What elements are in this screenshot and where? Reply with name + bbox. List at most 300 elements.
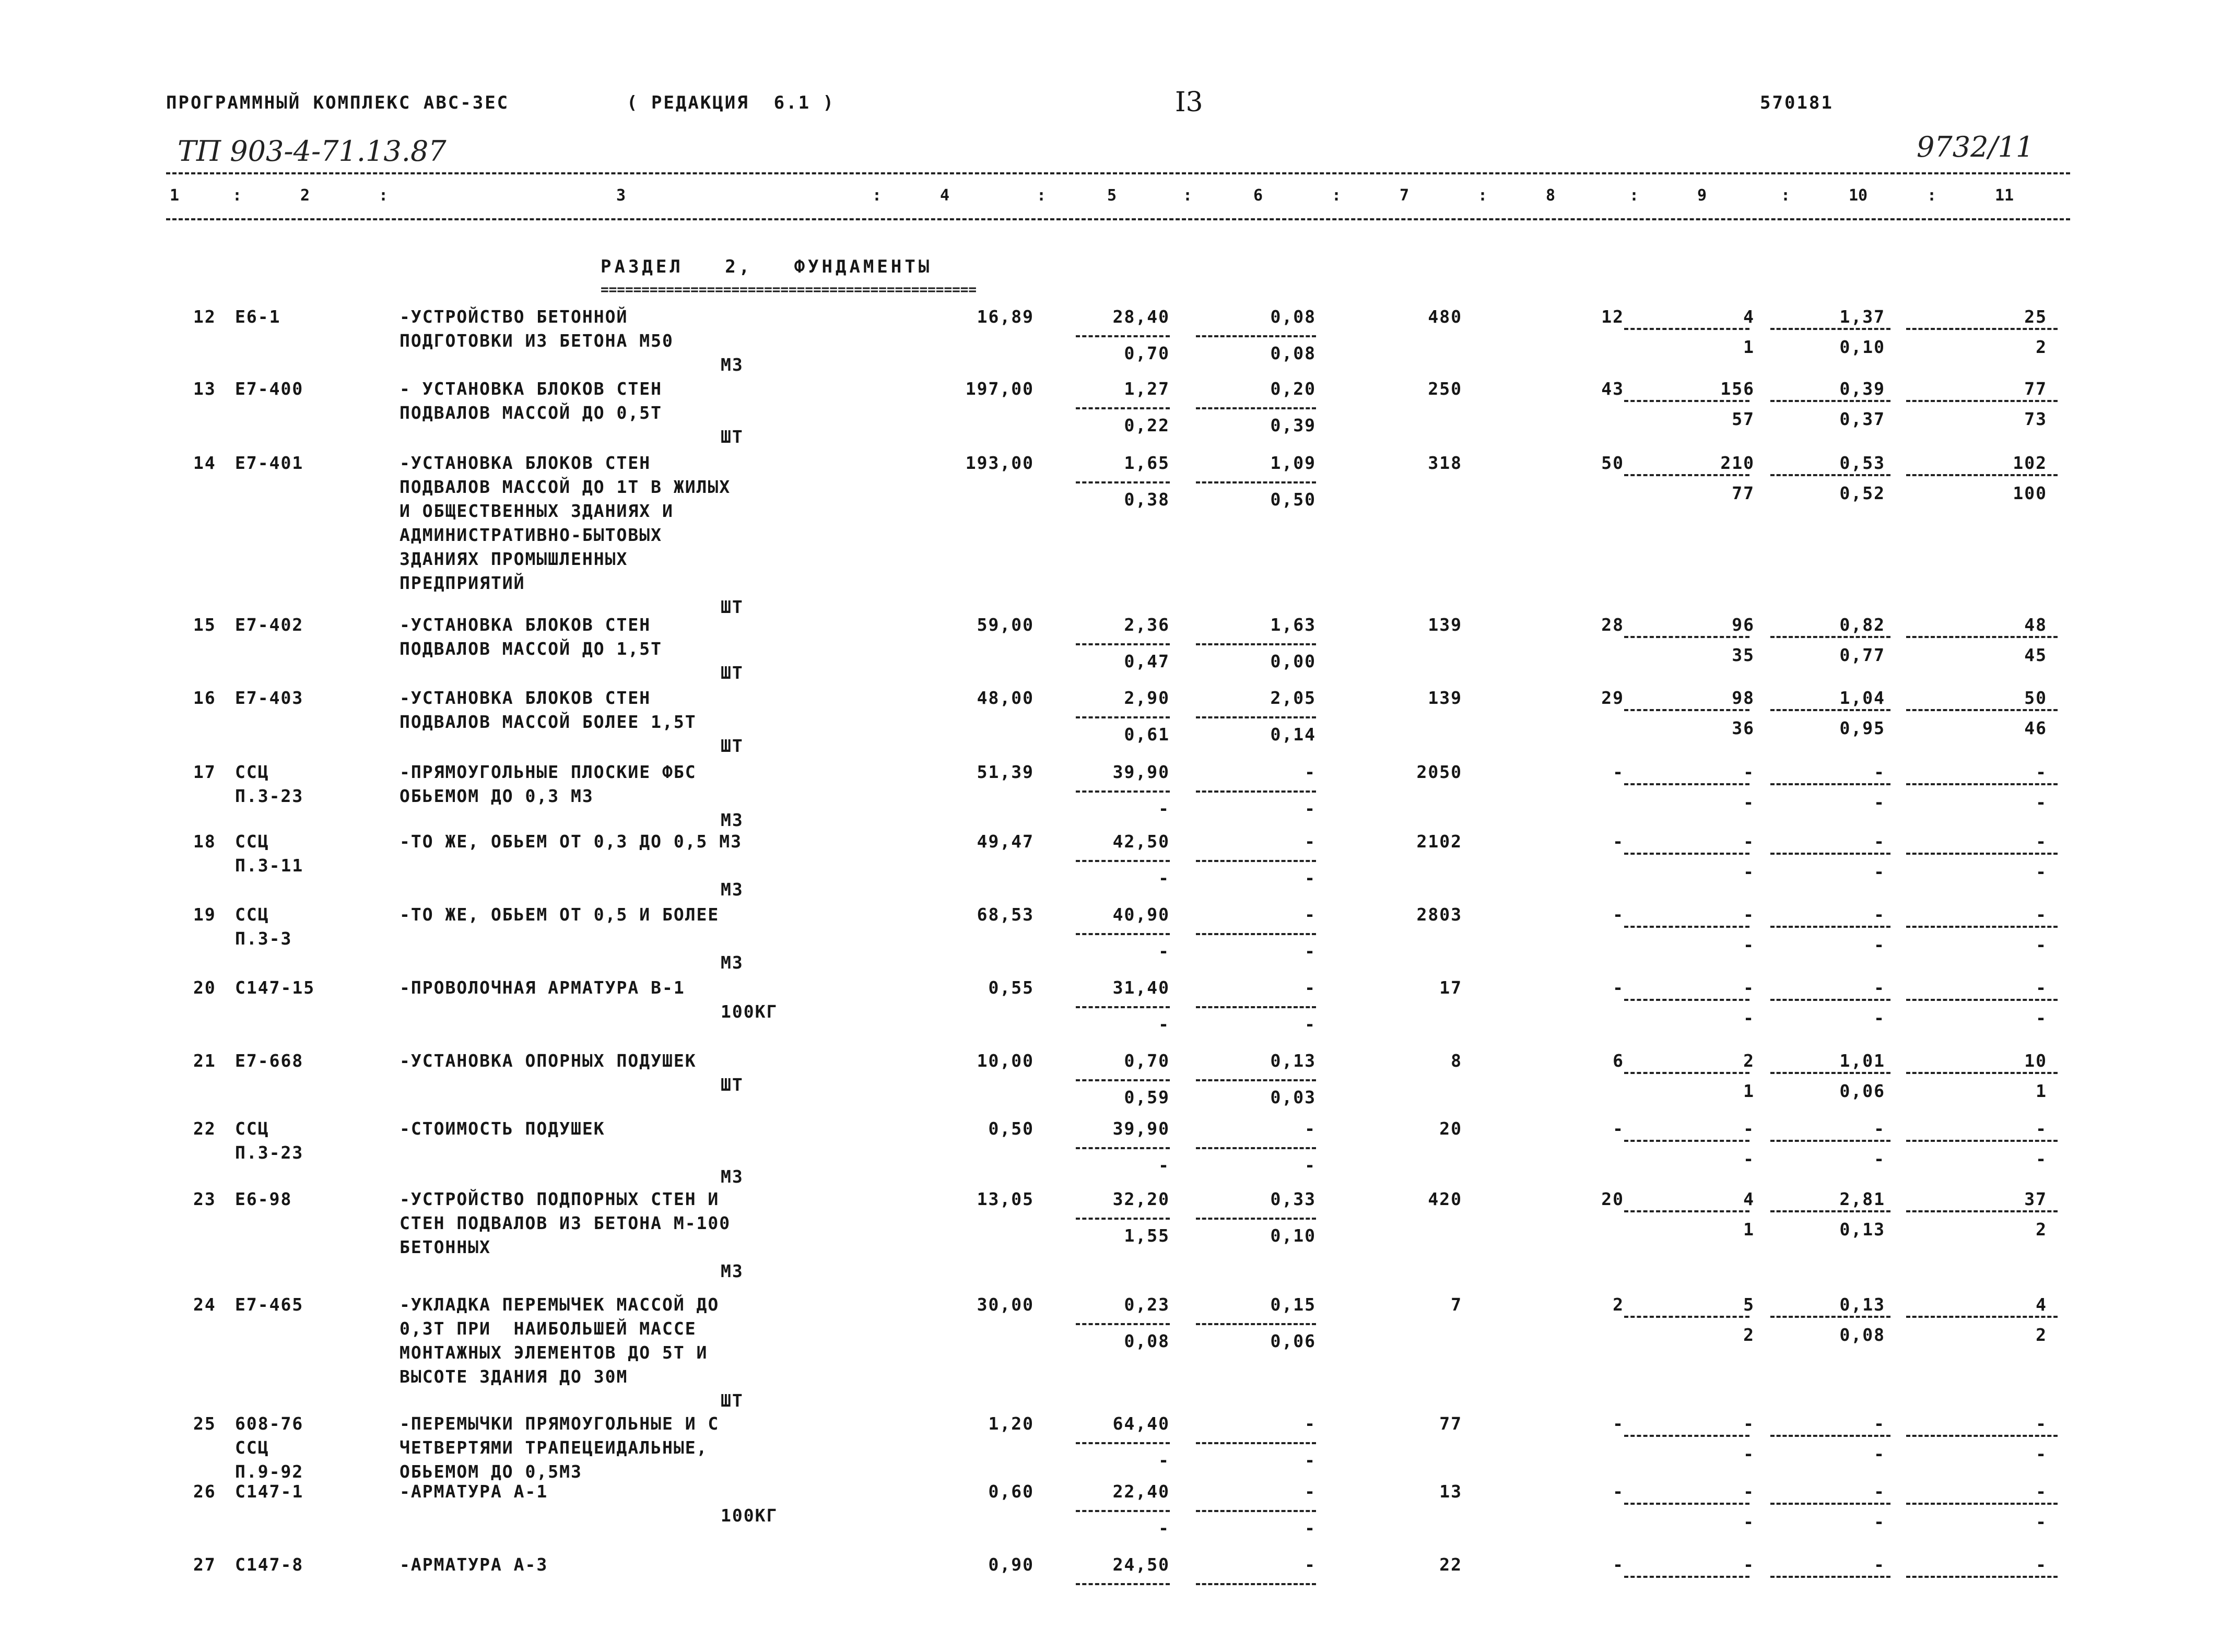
rate-code: П.3-23 (235, 786, 304, 806)
rate-code: Е7-400 (235, 379, 304, 399)
work-description: ОБЬЕМОМ ДО 0,3 М3 (400, 786, 594, 806)
row-number: 12 (193, 306, 216, 327)
value-c5b: - (1158, 798, 1170, 819)
cell-divider (1624, 636, 1749, 638)
value-c6b: - (1305, 868, 1316, 888)
cell-divider (1076, 716, 1170, 718)
cell-divider (1906, 1316, 2058, 1318)
cell-divider (1770, 400, 1890, 402)
value-c6b: - (1305, 1518, 1316, 1538)
value-c6a: 1,09 (1270, 453, 1316, 473)
cell-divider (1624, 1576, 1749, 1578)
value-c10a: - (1874, 904, 1885, 925)
value-c5a: 0,70 (1124, 1051, 1170, 1071)
value-c5b: - (1158, 941, 1170, 961)
value-c9a: - (1743, 762, 1755, 782)
work-description: ПОДВАЛОВ МАССОЙ ДО 1Т В ЖИЛЫХ (400, 477, 731, 497)
value-c11b: 73 (2024, 409, 2047, 429)
program-name: ПРОГРАММНЫЙ КОМПЛЕКС АВС-ЗЕС (166, 92, 510, 113)
value-c7: 139 (1428, 615, 1462, 635)
value-c10a: 0,39 (1839, 379, 1885, 399)
cell-divider (1906, 1576, 2058, 1578)
value-c11a: 4 (2036, 1294, 2047, 1315)
work-description: - УСТАНОВКА БЛОКОВ СТЕН (400, 379, 662, 399)
cell-divider (1076, 643, 1170, 645)
cell-divider (1624, 926, 1749, 928)
value-c8: 2 (1613, 1294, 1624, 1315)
cell-divider (1624, 1140, 1749, 1142)
value-c6a: 0,13 (1270, 1051, 1316, 1071)
value-c6a: 0,33 (1270, 1189, 1316, 1209)
value-c6b: - (1305, 1155, 1316, 1175)
cell-divider (1770, 926, 1890, 928)
cell-divider (1906, 1503, 2058, 1505)
value-c10b: 0,06 (1839, 1081, 1885, 1101)
cell-divider (1906, 926, 2058, 928)
value-c11a: 50 (2024, 688, 2047, 708)
value-c8: 29 (1601, 688, 1624, 708)
work-description: ПОДВАЛОВ МАССОЙ ДО 0,5Т (400, 403, 662, 423)
unit-of-measure: ШТ (721, 663, 744, 683)
value-c6a: - (1305, 1413, 1316, 1434)
cell-divider (1906, 636, 2058, 638)
row-number: 13 (193, 379, 216, 399)
cell-divider (1906, 1140, 2058, 1142)
value-c9b: - (1743, 1512, 1755, 1532)
value-c11b: 45 (2024, 645, 2047, 665)
value-c9b: - (1743, 1008, 1755, 1028)
cell-divider (1196, 335, 1316, 337)
value-c11a: - (2036, 977, 2047, 998)
value-c11a: 10 (2024, 1051, 2047, 1071)
value-c11a: - (2036, 1481, 2047, 1502)
cell-divider (1770, 1140, 1890, 1142)
value-c7: 2803 (1416, 904, 1462, 925)
work-description: ОБЬЕМОМ ДО 0,5М3 (400, 1461, 582, 1482)
value-c5b: - (1158, 1014, 1170, 1034)
value-c10b: 0,10 (1839, 337, 1885, 357)
value-c5a: 1,65 (1124, 453, 1170, 473)
value-c6b: - (1305, 941, 1316, 961)
rate-code: П.3-23 (235, 1142, 304, 1163)
value-c6b: 0,06 (1270, 1331, 1316, 1351)
value-c10a: 0,53 (1839, 453, 1885, 473)
value-c9b: 1 (1743, 337, 1755, 357)
value-c8: - (1613, 904, 1624, 925)
value-c10a: 1,37 (1839, 306, 1885, 327)
value-c10b: 0,52 (1839, 483, 1885, 503)
value-c10a: - (1874, 977, 1885, 998)
value-c7: 2050 (1416, 762, 1462, 782)
value-c6a: 0,08 (1270, 306, 1316, 327)
cell-divider (1076, 860, 1170, 862)
unit-of-measure: ШТ (721, 1390, 744, 1411)
value-c5b: 0,47 (1124, 651, 1170, 671)
row-number: 25 (193, 1413, 216, 1434)
value-c8: - (1613, 977, 1624, 998)
row-number: 16 (193, 688, 216, 708)
column-header-4: 4 (940, 186, 950, 205)
unit-of-measure: М3 (721, 355, 744, 375)
work-description: ЧЕТВЕРТЯМИ ТРАПЕЦЕИДАЛЬНЫЕ, (400, 1437, 708, 1458)
value-c6b: 0,50 (1270, 489, 1316, 510)
value-c10a: - (1874, 1554, 1885, 1575)
value-c9a: - (1743, 1481, 1755, 1502)
value-c9b: - (1743, 935, 1755, 955)
work-description: -УСТАНОВКА БЛОКОВ СТЕН (400, 453, 651, 473)
cell-divider (1770, 1210, 1890, 1212)
work-description: ЗДАНИЯХ ПРОМЫШЛЕННЫХ (400, 549, 628, 569)
value-c8: 12 (1601, 306, 1624, 327)
column-separator: : (379, 186, 389, 205)
value-c11b: 100 (2013, 483, 2047, 503)
value-c4: 16,89 (977, 306, 1034, 327)
value-c5b: 0,38 (1124, 489, 1170, 510)
value-c9b: 2 (1743, 1325, 1755, 1345)
rate-code: П.3-11 (235, 855, 304, 876)
unit-of-measure: ШТ (721, 1075, 744, 1095)
page-number: I3 (1175, 87, 1203, 118)
value-c4: 197,00 (965, 379, 1034, 399)
value-c9b: 36 (1732, 718, 1755, 738)
value-c8: - (1613, 762, 1624, 782)
column-separator: : (1183, 186, 1193, 205)
cell-divider (1076, 407, 1170, 409)
value-c6a: - (1305, 1481, 1316, 1502)
value-c5b: - (1158, 1450, 1170, 1470)
value-c8: 6 (1613, 1051, 1624, 1071)
cell-divider (1770, 853, 1890, 855)
value-c8: 43 (1601, 379, 1624, 399)
unit-of-measure: М3 (721, 952, 744, 973)
column-header-1: 1 (170, 186, 180, 205)
value-c10b: 0,95 (1839, 718, 1885, 738)
work-description: -АРМАТУРА А-1 (400, 1481, 548, 1502)
work-description: ПОДГОТОВКИ ИЗ БЕТОНА М50 (400, 331, 674, 351)
work-description: ПРЕДПРИЯТИЙ (400, 573, 525, 593)
value-c6b: 0,00 (1270, 651, 1316, 671)
cell-divider (1770, 1435, 1890, 1437)
cell-divider (1196, 481, 1316, 483)
value-c8: - (1613, 1118, 1624, 1139)
rate-code: П.3-3 (235, 928, 292, 949)
column-separator: : (1332, 186, 1342, 205)
rate-code: Е7-402 (235, 615, 304, 635)
cell-divider (1906, 709, 2058, 711)
value-c5a: 2,90 (1124, 688, 1170, 708)
value-c10a: 1,01 (1839, 1051, 1885, 1071)
value-c11a: - (2036, 1554, 2047, 1575)
value-c5a: 64,40 (1112, 1413, 1170, 1434)
work-description: -СТОИМОСТЬ ПОДУШЕК (400, 1118, 605, 1139)
value-c11b: - (2036, 1008, 2047, 1028)
value-c10b: 0,13 (1839, 1219, 1885, 1240)
cell-divider (1906, 474, 2058, 476)
cell-divider (1624, 853, 1749, 855)
work-description: -ПЕРЕМЫЧКИ ПРЯМОУГОЛЬНЫЕ И С (400, 1413, 720, 1434)
column-separator: : (1037, 186, 1047, 205)
cell-divider (1770, 1316, 1890, 1318)
value-c5b: - (1158, 868, 1170, 888)
value-c10a: 2,81 (1839, 1189, 1885, 1209)
column-separator: : (1478, 186, 1488, 205)
value-c9a: 156 (1720, 379, 1755, 399)
value-c6a: 0,15 (1270, 1294, 1316, 1315)
column-separator: : (1927, 186, 1937, 205)
cell-divider (1076, 790, 1170, 793)
cell-divider (1770, 783, 1890, 785)
value-c9b: 35 (1732, 645, 1755, 665)
rate-code: Е7-401 (235, 453, 304, 473)
cell-divider (1196, 1442, 1316, 1444)
cell-divider (1076, 1510, 1170, 1512)
work-description: -УКЛАДКА ПЕРЕМЫЧЕК МАССОЙ ДО (400, 1294, 720, 1315)
value-c5a: 0,23 (1124, 1294, 1170, 1315)
work-description: -ТО ЖЕ, ОБЬЕМ ОТ 0,3 ДО 0,5 М3 (400, 831, 743, 852)
value-c9b: 1 (1743, 1219, 1755, 1240)
cell-divider (1770, 1576, 1890, 1578)
value-c8: - (1613, 1481, 1624, 1502)
rate-code: ССЦ (235, 1437, 269, 1458)
value-c7: 13 (1439, 1481, 1462, 1502)
value-c5a: 22,40 (1112, 1481, 1170, 1502)
value-c7: 77 (1439, 1413, 1462, 1434)
value-c10b: - (1874, 935, 1885, 955)
unit-of-measure: ШТ (721, 736, 744, 756)
value-c11a: - (2036, 1413, 2047, 1434)
value-c10a: 1,04 (1839, 688, 1885, 708)
work-description: -УСТАНОВКА БЛОКОВ СТЕН (400, 688, 651, 708)
section-title: РАЗДЕЛ 2, ФУНДАМЕНТЫ (601, 256, 933, 277)
cell-divider (1624, 999, 1749, 1001)
row-number: 21 (193, 1051, 216, 1071)
value-c4: 51,39 (977, 762, 1034, 782)
column-separator: : (1629, 186, 1639, 205)
cell-divider (1906, 1210, 2058, 1212)
cell-divider (1770, 1503, 1890, 1505)
cell-divider (1196, 407, 1316, 409)
value-c5b: - (1158, 1155, 1170, 1175)
row-number: 20 (193, 977, 216, 998)
work-description: И ОБЩЕСТВЕННЫХ ЗДАНИЯХ И (400, 501, 674, 521)
value-c8: - (1613, 831, 1624, 852)
cell-divider (1196, 790, 1316, 793)
column-header-3: 3 (616, 186, 626, 205)
value-c7: 480 (1428, 306, 1462, 327)
value-c5b: 0,70 (1124, 343, 1170, 363)
cell-divider (1076, 335, 1170, 337)
cell-divider (1076, 1442, 1170, 1444)
work-description: -УСТАНОВКА ОПОРНЫХ ПОДУШЕК (400, 1051, 697, 1071)
row-number: 23 (193, 1189, 216, 1209)
work-description: СТЕН ПОДВАЛОВ ИЗ БЕТОНА М-100 (400, 1213, 731, 1233)
value-c9b: 57 (1732, 409, 1755, 429)
work-description: ПОДВАЛОВ МАССОЙ ДО 1,5Т (400, 639, 662, 659)
rate-code: Е7-465 (235, 1294, 304, 1315)
value-c8: - (1613, 1554, 1624, 1575)
value-c5a: 32,20 (1112, 1189, 1170, 1209)
value-c9a: - (1743, 904, 1755, 925)
value-c9a: 4 (1743, 306, 1755, 327)
column-header-5: 5 (1107, 186, 1117, 205)
cell-divider (1624, 1210, 1749, 1212)
value-c6b: 0,10 (1270, 1225, 1316, 1246)
row-number: 18 (193, 831, 216, 852)
value-c9a: 210 (1720, 453, 1755, 473)
value-c9a: 96 (1732, 615, 1755, 635)
value-c11b: 2 (2036, 337, 2047, 357)
unit-of-measure: ШТ (721, 597, 744, 617)
value-c5a: 31,40 (1112, 977, 1170, 998)
value-c11b: - (2036, 862, 2047, 882)
cell-divider (1196, 1510, 1316, 1512)
value-c10a: - (1874, 1481, 1885, 1502)
value-c11b: - (2036, 1512, 2047, 1532)
value-c5a: 39,90 (1112, 1118, 1170, 1139)
value-c5b: 0,61 (1124, 724, 1170, 745)
cell-divider (1196, 1006, 1316, 1008)
value-c4: 30,00 (977, 1294, 1034, 1315)
unit-of-measure: М3 (721, 879, 744, 900)
unit-of-measure: М3 (721, 1261, 744, 1281)
value-c10a: - (1874, 1118, 1885, 1139)
value-c9a: 98 (1732, 688, 1755, 708)
value-c11b: 46 (2024, 718, 2047, 738)
value-c9b: - (1743, 862, 1755, 882)
value-c10b: - (1874, 1149, 1885, 1169)
cell-divider (1196, 643, 1316, 645)
value-c5b: 0,08 (1124, 1331, 1170, 1351)
value-c4: 59,00 (977, 615, 1034, 635)
cell-divider (1906, 999, 2058, 1001)
value-c6b: 0,39 (1270, 415, 1316, 435)
work-description: -УСТАНОВКА БЛОКОВ СТЕН (400, 615, 651, 635)
value-c8: 28 (1601, 615, 1624, 635)
cell-divider (1076, 481, 1170, 483)
cell-divider (1624, 783, 1749, 785)
value-c11b: - (2036, 935, 2047, 955)
cell-divider (1076, 1218, 1170, 1220)
work-description: АДМИНИСТРАТИВНО-БЫТОВЫХ (400, 525, 662, 545)
value-c10a: - (1874, 831, 1885, 852)
cell-divider (1624, 1435, 1749, 1437)
cell-divider (1076, 1006, 1170, 1008)
value-c10b: - (1874, 1444, 1885, 1464)
unit-of-measure: 100КГ (721, 1505, 778, 1526)
rate-code: 608-76 (235, 1413, 304, 1434)
work-description: БЕТОННЫХ (400, 1237, 491, 1257)
value-c4: 0,60 (988, 1481, 1034, 1502)
cell-divider (1624, 400, 1749, 402)
value-c8: - (1613, 1413, 1624, 1434)
value-c5b: 0,22 (1124, 415, 1170, 435)
cell-divider (1624, 474, 1749, 476)
rate-code: ССЦ (235, 1118, 269, 1139)
value-c4: 13,05 (977, 1189, 1034, 1209)
value-c10b: - (1874, 1512, 1885, 1532)
work-description: МОНТАЖНЫХ ЭЛЕМЕНТОВ ДО 5Т И (400, 1342, 708, 1363)
column-header-6: 6 (1253, 186, 1263, 205)
row-number: 27 (193, 1554, 216, 1575)
value-c11a: - (2036, 762, 2047, 782)
value-c5b: 1,55 (1124, 1225, 1170, 1246)
row-number: 22 (193, 1118, 216, 1139)
value-c11a: 77 (2024, 379, 2047, 399)
value-c9b: - (1743, 1149, 1755, 1169)
cell-divider (1770, 474, 1890, 476)
cell-divider (1770, 636, 1890, 638)
value-c7: 318 (1428, 453, 1462, 473)
cell-divider (1196, 716, 1316, 718)
value-c4: 193,00 (965, 453, 1034, 473)
unit-of-measure: М3 (721, 810, 744, 830)
value-c10b: - (1874, 792, 1885, 812)
work-description: -АРМАТУРА А-3 (400, 1554, 548, 1575)
cell-divider (1076, 1147, 1170, 1149)
value-c6b: 0,14 (1270, 724, 1316, 745)
rate-code: ССЦ (235, 904, 269, 925)
value-c6a: - (1305, 977, 1316, 998)
column-header-7: 7 (1400, 186, 1409, 205)
value-c6b: 0,03 (1270, 1087, 1316, 1107)
value-c10a: - (1874, 762, 1885, 782)
column-separator: : (232, 186, 242, 205)
column-separator: : (1781, 186, 1791, 205)
rate-code: ССЦ (235, 831, 269, 852)
rate-code: П.9-92 (235, 1461, 304, 1482)
column-header-10: 10 (1849, 186, 1868, 205)
value-c7: 420 (1428, 1189, 1462, 1209)
value-c6a: 1,63 (1270, 615, 1316, 635)
cell-divider (1076, 1079, 1170, 1081)
value-c4: 10,00 (977, 1051, 1034, 1071)
value-c6b: - (1305, 1450, 1316, 1470)
value-c11a: - (2036, 904, 2047, 925)
cell-divider (1076, 933, 1170, 935)
row-number: 14 (193, 453, 216, 473)
cell-divider (1906, 400, 2058, 402)
work-description: -УСТРОЙСТВО ПОДПОРНЫХ СТЕН И (400, 1189, 720, 1209)
value-c10b: 0,77 (1839, 645, 1885, 665)
value-c5a: 42,50 (1112, 831, 1170, 852)
value-c7: 17 (1439, 977, 1462, 998)
section-underline: ============================================== (601, 283, 977, 297)
value-c4: 1,20 (988, 1413, 1034, 1434)
value-c6b: - (1305, 1014, 1316, 1034)
work-description: -ТО ЖЕ, ОБЬЕМ ОТ 0,5 И БОЛЕЕ (400, 904, 720, 925)
column-header-9: 9 (1697, 186, 1707, 205)
value-c6a: - (1305, 762, 1316, 782)
work-description: 0,3Т ПРИ НАИБОЛЬШЕЙ МАССЕ (400, 1318, 697, 1339)
value-c4: 0,55 (988, 977, 1034, 998)
value-c11b: 2 (2036, 1219, 2047, 1240)
document-code: 570181 (1760, 92, 1834, 113)
value-c10b: - (1874, 862, 1885, 882)
cell-divider (1906, 1072, 2058, 1074)
value-c6a: 0,20 (1270, 379, 1316, 399)
cell-divider (1076, 1583, 1170, 1585)
value-c10b: - (1874, 1008, 1885, 1028)
value-c5a: 2,36 (1124, 615, 1170, 635)
header-rule-bottom (166, 218, 2070, 220)
rate-code: С147-1 (235, 1481, 304, 1502)
cell-divider (1196, 860, 1316, 862)
cell-divider (1196, 1218, 1316, 1220)
value-c11b: - (2036, 1444, 2047, 1464)
sheet-number-handwritten: 9732/11 (1917, 131, 2034, 163)
edition: ( РЕДАКЦИЯ 6.1 ) (627, 92, 835, 113)
header-rule-top (166, 172, 2070, 174)
